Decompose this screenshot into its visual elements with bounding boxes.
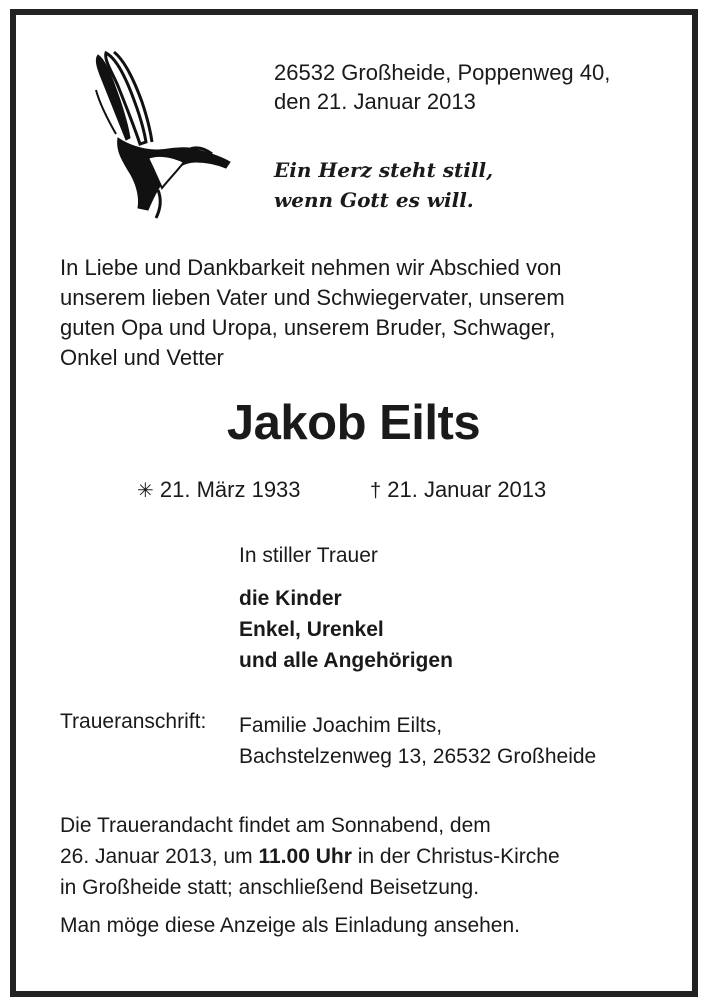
birth-date	[137, 477, 301, 503]
service-line-2	[60, 841, 645, 872]
intro-text	[60, 253, 645, 373]
service-line-1: Die Trauerandacht findet am Sonnabend, dem	[60, 814, 491, 837]
motto-verse	[274, 155, 493, 215]
mourner-line: die Kinder	[239, 587, 342, 610]
intro-line-3: guten Opa und Uropa, unserem Bruder, Schwager,	[60, 315, 556, 340]
condolence-address	[239, 710, 596, 772]
condolence-line-2: Bachstelzenweg 13, 26532 Großheide	[239, 745, 597, 768]
mourner-line: und alle Angehörigen	[239, 649, 453, 672]
intro-line-2: unserem lieben Vater und Schwiegervater, unserem	[60, 285, 565, 310]
service-date: 26. Januar 2013, um	[60, 845, 253, 868]
deceased-name: Jakob Eilts	[226, 396, 481, 450]
praying-hands-icon	[88, 50, 233, 220]
intro-line-1: In Liebe und Dankbarkeit nehmen wir Abschied von	[60, 255, 562, 280]
sender-address	[274, 58, 610, 116]
address-line-1: 26532 Großheide, Poppenweg 40,	[274, 60, 611, 85]
mourning-heading: In stiller Trauer	[239, 544, 378, 567]
birth-date-text: 21. März 1933	[159, 477, 301, 502]
motto-line-1: Ein Herz steht still,	[274, 158, 494, 182]
service-place: in der Christus-Kirche	[357, 845, 560, 868]
service-notice	[60, 810, 645, 903]
intro-line-4: Onkel und Vetter	[60, 345, 224, 370]
death-date-text: 21. Januar 2013	[387, 477, 547, 502]
death-date	[370, 477, 546, 503]
service-time: 11.00 Uhr	[258, 845, 352, 868]
motto-line-2: wenn Gott es will.	[274, 188, 474, 212]
condolence-label: Traueranschrift:	[60, 710, 207, 733]
mourner-line: Enkel, Urenkel	[239, 618, 384, 641]
death-cross-icon: †	[370, 480, 382, 502]
mourners-list	[239, 583, 453, 676]
service-line-3: in Großheide statt; anschließend Beisetzung.	[60, 876, 480, 899]
birth-star-icon: ✳	[137, 480, 154, 502]
condolence-line-1: Familie Joachim Eilts,	[239, 714, 443, 737]
address-date: den 21. Januar 2013	[274, 89, 476, 114]
invitation-note: Man möge diese Anzeige als Einladung ansehen.	[60, 914, 520, 937]
